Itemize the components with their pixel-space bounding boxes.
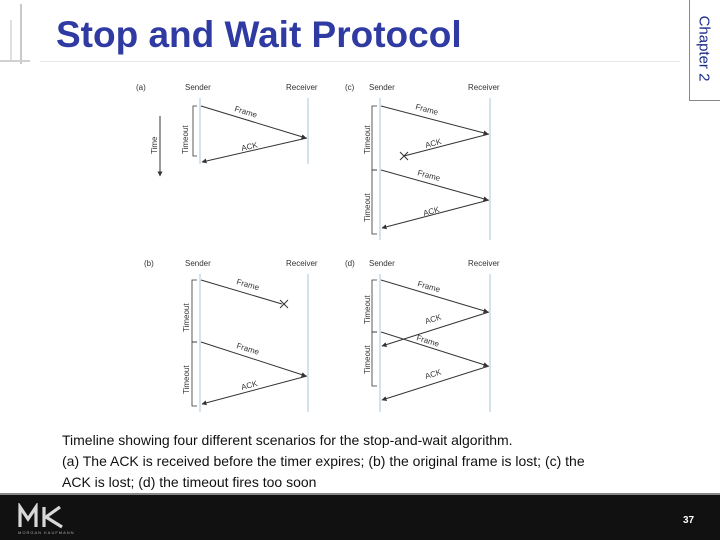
timeout-label: Timeout [363, 125, 372, 154]
ack-label: ACK [424, 136, 443, 150]
sender-label: Sender [185, 259, 211, 268]
slide-title: Stop and Wait Protocol [56, 14, 462, 55]
sender-label: Sender [369, 259, 395, 268]
timeout-label: Timeout [363, 193, 372, 222]
timeout-label: Timeout [363, 295, 372, 324]
caption-line: ACK is lost; (d) the timeout fires too soon [62, 474, 317, 490]
sender-label: Sender [185, 83, 211, 92]
panel-b [144, 259, 318, 412]
timeout-bracket [192, 280, 197, 342]
ack-label: ACK [240, 140, 259, 153]
publisher-logo [18, 503, 72, 529]
ack-label: ACK [423, 367, 443, 381]
stop-and-wait-diagram [130, 76, 550, 416]
decorative-bar [0, 60, 30, 62]
timeout-label: Timeout [182, 365, 191, 394]
panel-c [345, 83, 500, 240]
ack-label: ACK [422, 204, 441, 218]
panel-a [136, 83, 318, 176]
footer-bar [0, 495, 720, 540]
caption-line: Timeline showing four different scenarios for the stop-and-wait algorithm. [62, 432, 513, 448]
frame-label: Frame [233, 104, 259, 120]
panel-label: (a) [136, 83, 146, 92]
figure-caption [62, 430, 672, 493]
panel-label: (b) [144, 259, 154, 268]
frame-label: Frame [415, 333, 441, 349]
timeout-label: Timeout [181, 125, 190, 154]
time-axis [150, 116, 160, 176]
timeout-bracket [372, 106, 377, 170]
decorative-bar [20, 4, 22, 64]
ack-label: ACK [423, 312, 443, 326]
frame-label: Frame [416, 279, 442, 295]
time-axis-label: Time [150, 136, 159, 154]
timeout-bracket [372, 280, 377, 332]
frame-arrow [381, 332, 488, 366]
timeout-bracket [372, 332, 377, 386]
frame-label: Frame [235, 341, 261, 357]
receiver-label: Receiver [286, 83, 318, 92]
timeout-bracket [192, 342, 197, 406]
frame-label: Frame [235, 277, 261, 293]
receiver-label: Receiver [468, 83, 500, 92]
decorative-bar [10, 20, 12, 60]
timeout-label: Timeout [182, 303, 191, 332]
panel-label: (c) [345, 83, 355, 92]
page-number: 37 [683, 515, 695, 526]
timeout-label: Timeout [363, 345, 372, 374]
receiver-label: Receiver [468, 259, 500, 268]
frame-label: Frame [414, 102, 440, 117]
panel-label: (d) [345, 259, 355, 268]
timeout-bracket [193, 106, 197, 156]
receiver-label: Receiver [286, 259, 318, 268]
lost-ack-arrow [404, 134, 489, 156]
frame-label: Frame [416, 168, 442, 183]
chapter-tab [689, 0, 720, 101]
timeout-bracket [372, 170, 377, 234]
panel-d [345, 259, 500, 412]
title-underline [40, 61, 680, 62]
caption-line: (a) The ACK is received before the timer expires; (b) the original frame is lost; (c) the [62, 453, 585, 469]
chapter-label: Chapter 2 [695, 15, 713, 82]
publisher-name: MORGAN KAUFMANN [18, 530, 75, 535]
sender-label: Sender [369, 83, 395, 92]
ack-label: ACK [240, 378, 259, 392]
loss-mark [400, 152, 408, 160]
